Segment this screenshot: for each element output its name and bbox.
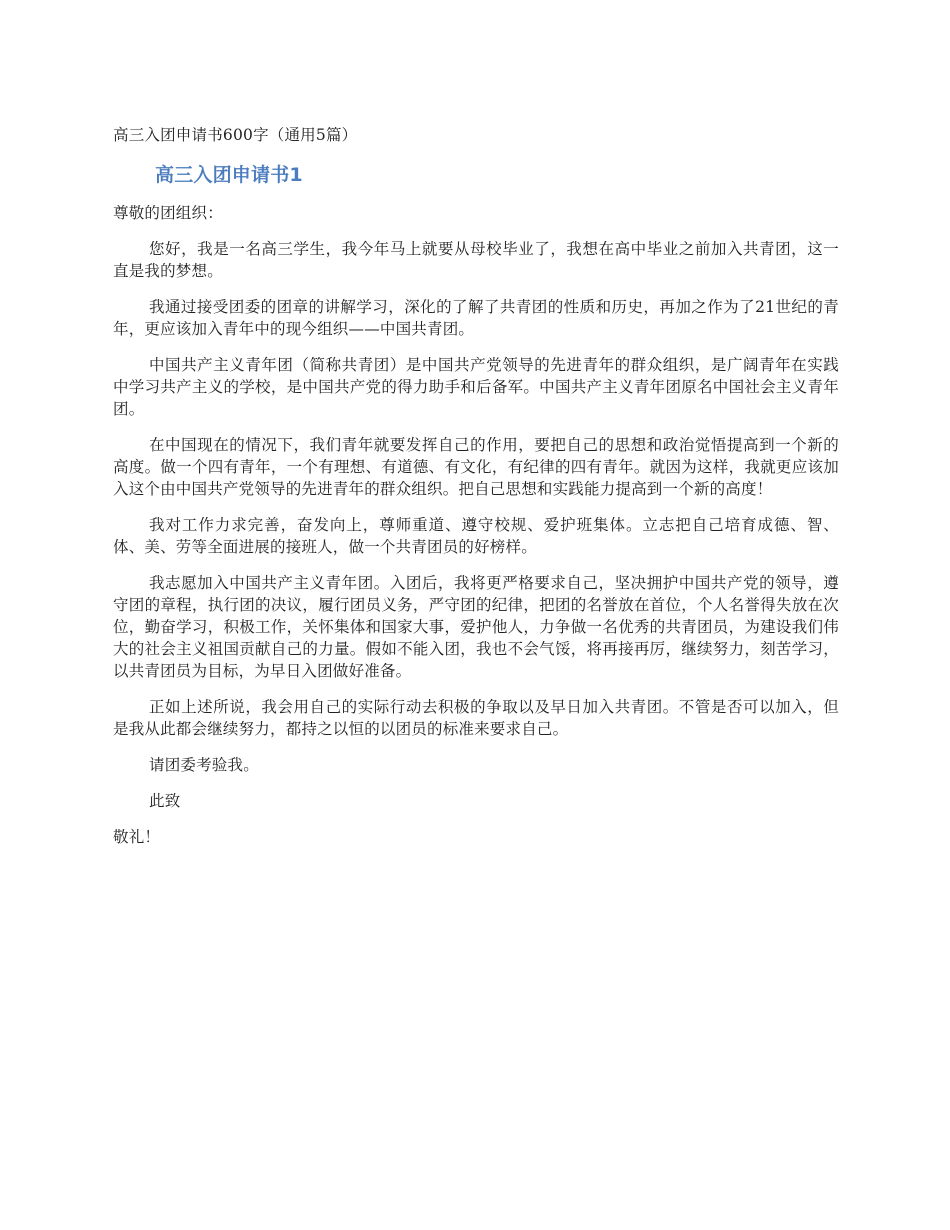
document-body	[113, 124, 839, 862]
document-title: 高三入团申请书600字（通用5篇）	[113, 126, 358, 144]
paragraph-regards: 此致	[149, 792, 181, 810]
paragraph-self-conduct: 我对工作力求完善，奋发向上，尊师重道、遵守校规、爱护班集体。立志把自己培育成德、智、体、美、劳等全面进展的接班人，做一个共青团员的好榜样。	[113, 516, 839, 556]
paragraph-commitment: 正如上述所说，我会用自己的实际行动去积极的争取以及早日加入共青团。不管是否可以加入，但是我从此都会继续努力，都持之以恒的以团员的标准来要求自己。	[113, 698, 839, 738]
paragraph-study: 我通过接受团委的团章的讲解学习，深化的了解了共青团的性质和历史，再加之作为了21世纪的青年，更应该加入青年中的现今组织——中国共青团。	[113, 298, 839, 338]
section-heading: 高三入团申请书1	[155, 164, 303, 186]
salutation: 尊敬的团组织：	[113, 204, 223, 222]
paragraph-pledge: 我志愿加入中国共产主义青年团。入团后，我将更严格要求自己，坚决拥护中国共产党的领导，遵守团的章程，执行团的决议，履行团员义务，严守团的纪律，把团的名誉放在首位，个人名誉得失放在次位，勤奋学习，积极工作，关怀集体和国家大事，爱护他人，力争做一名优秀的共青团员，为建设我们伟大的社会主义祖国贡献自己的力量。假如不能入团，我也不会气馁，将再接再厉，继续努力，刻苦学习，以共青团员为目标，为早日入团做好准备。	[113, 574, 839, 680]
paragraph-request: 请团委考验我。	[149, 756, 259, 774]
closing-salute: 敬礼！	[113, 828, 161, 846]
paragraph-youth-role: 在中国现在的情况下，我们青年就要发挥自己的作用，要把自己的思想和政治觉悟提高到一个新的高度。做一个四有青年，一个有理想、有道德、有文化，有纪律的四有青年。就因为这样，我就更应该加入这个由中国共产党领导的先进青年的群众组织。把自己思想和实践能力提高到一个新的高度！	[113, 436, 839, 498]
paragraph-greeting: 您好，我是一名高三学生，我今年马上就要从母校毕业了，我想在高中毕业之前加入共青团，这一直是我的梦想。	[113, 240, 839, 280]
paragraph-league-intro: 中国共产主义青年团（简称共青团）是中国共产党领导的先进青年的群众组织，是广阔青年在实践中学习共产主义的学校，是中国共产党的得力助手和后备军。中国共产主义青年团原名中国社会主义青年团。	[113, 356, 839, 418]
